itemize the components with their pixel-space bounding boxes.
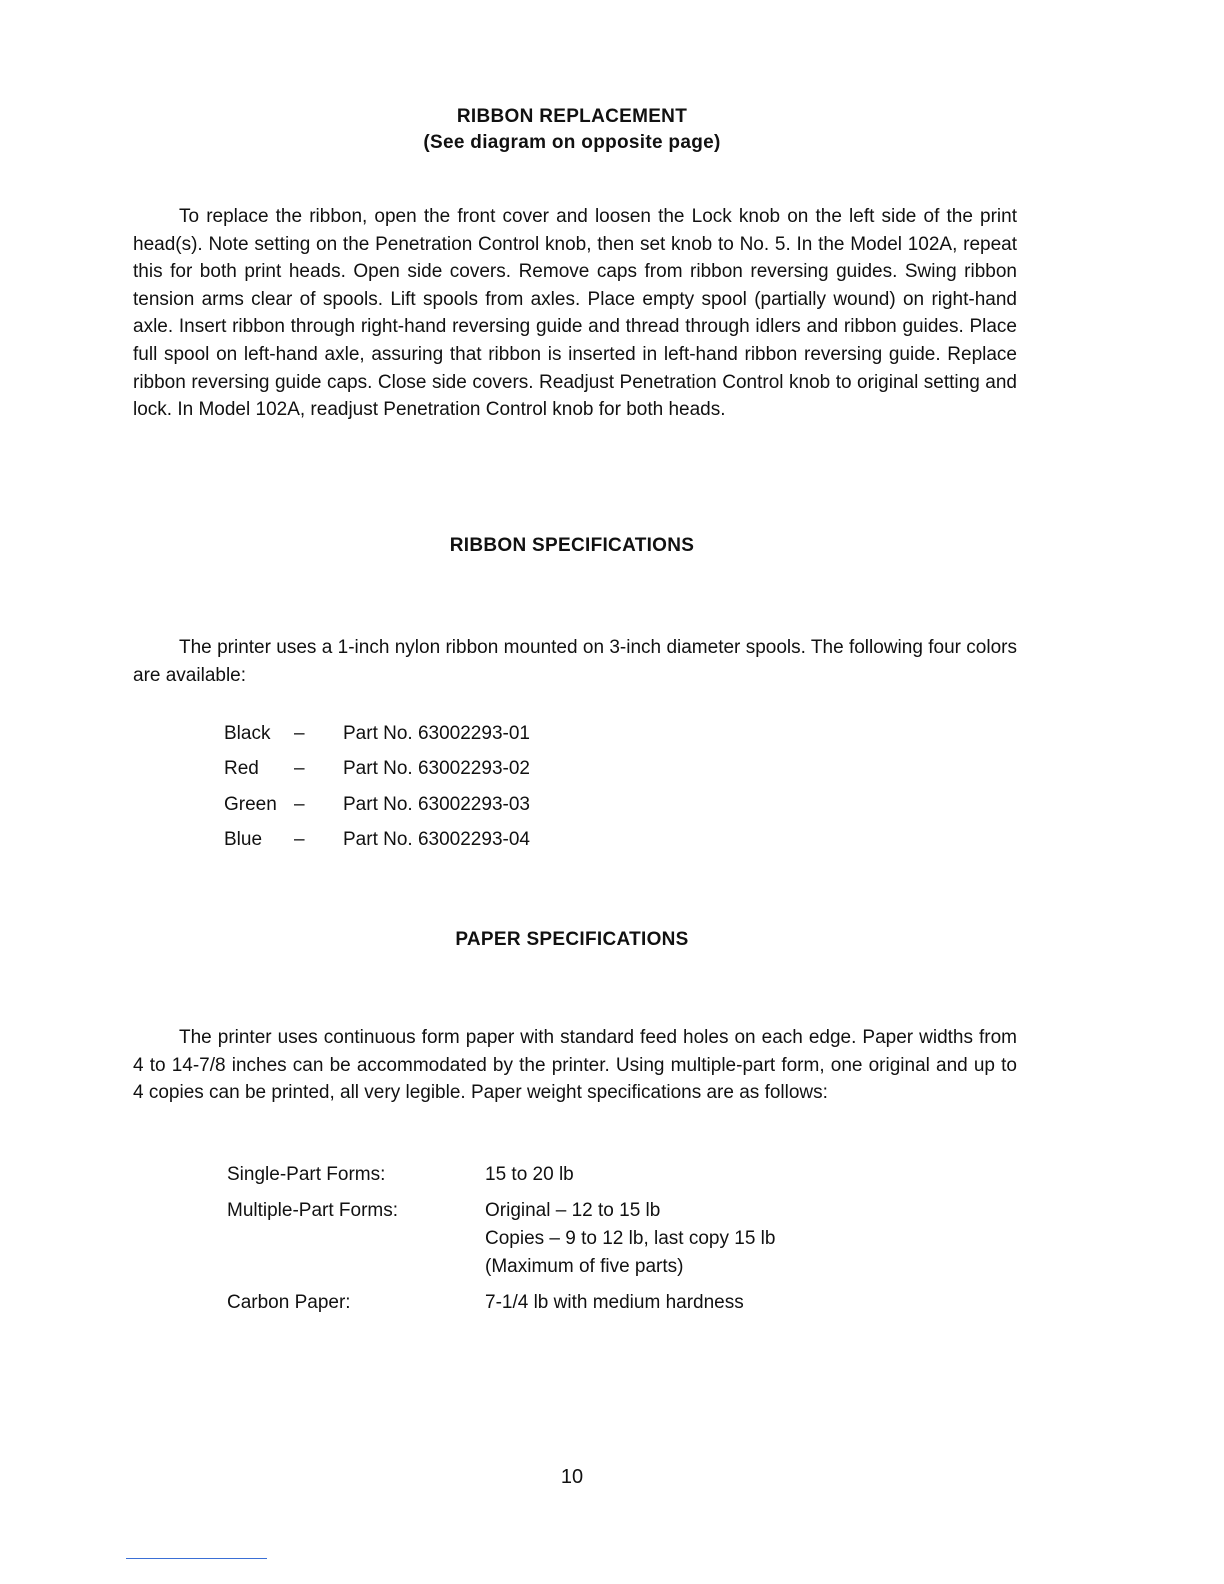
ribbon-part-number: Part No. 63002293-02 xyxy=(343,758,530,780)
ribbon-color: Blue xyxy=(224,829,263,851)
page-number: 10 xyxy=(560,1466,584,1488)
ribbon-color: Red xyxy=(224,758,259,780)
paper-spec-value: 7-1/4 lb with medium hardness xyxy=(485,1292,744,1313)
ribbon-dash: – xyxy=(294,829,305,851)
ribbon-row-red xyxy=(224,752,530,788)
ribbon-row-black xyxy=(224,716,530,752)
paper-row-carbon xyxy=(227,1289,775,1317)
ribbon-row-green xyxy=(224,787,530,823)
ribbon-part-number: Part No. 63002293-03 xyxy=(343,793,530,815)
ribbon-replacement-heading xyxy=(0,104,1144,156)
ribbon-part-number: Part No. 63002293-04 xyxy=(343,829,530,851)
paper-spec-copies: Copies – 9 to 12 lb, last copy 15 lb xyxy=(485,1228,776,1249)
ribbon-specifications-paragraph: The printer uses a 1-inch nylon ribbon mounted on 3-inch diameter spools. The following four colors are available: xyxy=(133,637,1017,686)
ribbon-replacement-title: RIBBON REPLACEMENT xyxy=(456,106,688,127)
paper-specifications-heading: PAPER SPECIFICATIONS xyxy=(455,929,689,950)
paper-row-multiple-part xyxy=(227,1197,775,1289)
ribbon-row-blue xyxy=(224,823,530,859)
bottom-rule xyxy=(126,1558,267,1559)
ribbon-replacement-subtitle: (See diagram on opposite page) xyxy=(423,132,721,153)
paper-row-single-part xyxy=(227,1161,775,1197)
ribbon-color: Black xyxy=(224,722,271,744)
ribbon-dash: – xyxy=(294,793,305,815)
paper-specifications-paragraph: The printer uses continuous form paper with standard feed holes on each edge. Paper widths from 4 to 14-7/8 inches can be accommodated by the printer. Using multiple-part form, one original and up to 4 copies can be printed, all very legible. Paper weight specifications are as follows: xyxy=(133,1027,1017,1104)
ribbon-color: Green xyxy=(224,793,277,815)
paper-spec-value-group xyxy=(485,1197,775,1289)
ribbon-color-table xyxy=(224,716,530,858)
ribbon-specifications-heading: RIBBON SPECIFICATIONS xyxy=(449,535,695,556)
ribbon-dash: – xyxy=(294,722,305,744)
paper-spec-original: Original – 12 to 15 lb xyxy=(485,1200,661,1221)
paper-spec-value: 15 to 20 lb xyxy=(485,1164,574,1185)
paper-weight-table xyxy=(227,1161,775,1317)
paper-spec-label: Multiple-Part Forms: xyxy=(227,1200,399,1221)
ribbon-dash: – xyxy=(294,758,305,780)
ribbon-part-number: Part No. 63002293-01 xyxy=(343,722,530,744)
paper-spec-label: Single-Part Forms: xyxy=(227,1164,386,1185)
paper-spec-label: Carbon Paper: xyxy=(227,1292,351,1313)
ribbon-replacement-paragraph: To replace the ribbon, open the front cover and loosen the Lock knob on the left side of the print head(s). Note setting on the Penetration Control knob, then set knob to No. 5. In the Model 102A, repeat this for both print heads. Open side covers. Remove caps from ribbon reversing guides. Swing ribbon tension arms clear of spools. Lift spools from axles. Place empty spool (partially wound) on right-hand axle. Insert ribbon through right-hand reversing guide and thread through idlers and ribbon guides. Place full spool on left-hand axle, assuring that ribbon is inserted in left-hand ribbon reversing guide. Replace ribbon reversing guide caps. Close side covers. Readjust Penetration Control knob to original setting and lock. In Model 102A, readjust Penetration Control knob for both heads. xyxy=(133,206,1017,421)
paper-spec-maximum: (Maximum of five parts) xyxy=(485,1256,684,1277)
